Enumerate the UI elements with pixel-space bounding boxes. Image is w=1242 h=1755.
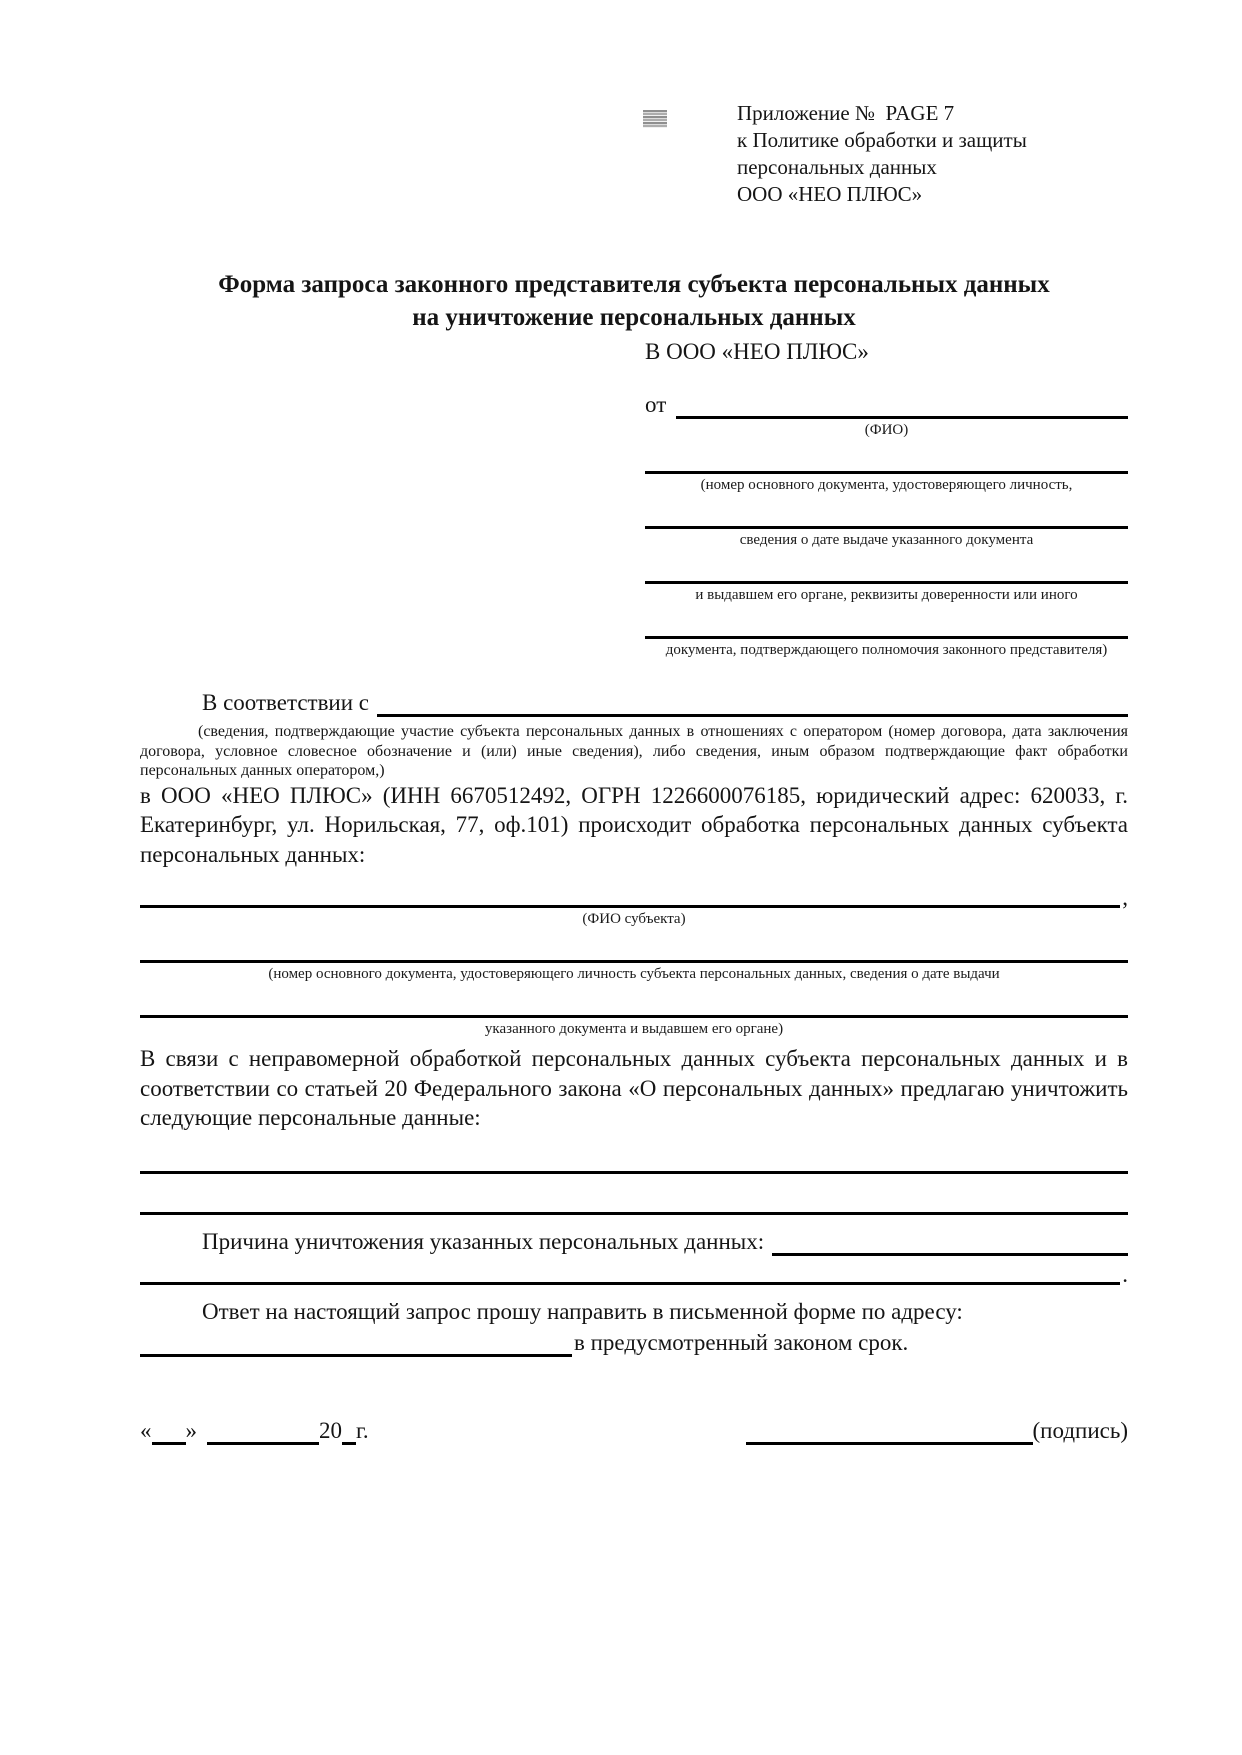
embedded-object-icon <box>643 110 667 128</box>
reason-continuation-row <box>140 1256 1128 1285</box>
document-title <box>140 268 1128 334</box>
subject-caption-doc: (номер основного документа, удостоверяющего личность субъекта персональных данных, сведения о дате выдачи <box>268 966 1000 982</box>
appendix-line: ООО «НЕО ПЛЮС» <box>737 182 923 206</box>
blank-field-line <box>140 985 1128 1018</box>
appendix-line: Приложение № PAGE 7 <box>737 101 955 125</box>
blank-field-line <box>645 606 1128 639</box>
accordance-field-row <box>140 689 1128 717</box>
appendix-line: к Политике обработки и защиты <box>737 128 1027 152</box>
subject-fio-row <box>140 879 1128 908</box>
blank-field-line <box>645 441 1128 474</box>
year-prefix: 20 <box>319 1417 342 1443</box>
year-blank-line <box>342 1420 356 1445</box>
appendix-line: персональных данных <box>737 155 937 179</box>
blank-field-line <box>645 551 1128 584</box>
response-tail-text: в предусмотренный законом срок. <box>574 1329 909 1355</box>
reason-field-row <box>140 1227 1128 1256</box>
field-caption-powers: документа, подтверждающего полномочия законного представителя) <box>665 642 1108 658</box>
blank-data-line <box>140 1174 1128 1215</box>
signature-caption: (подпись) <box>1032 1417 1128 1443</box>
line-suffix-comma: , <box>1122 885 1128 910</box>
response-paragraph: Ответ на настоящий запрос прошу направить в письменной форме по адресу: <box>202 1298 963 1324</box>
blank-field-line <box>140 930 1128 963</box>
address-blank-line <box>140 1330 572 1357</box>
subject-caption-authority: указанного документа и выдавшем его органе) <box>484 1021 784 1037</box>
quote-open: « <box>140 1417 152 1443</box>
date-signature-row <box>140 1417 1128 1445</box>
year-suffix: г. <box>356 1417 369 1443</box>
field-caption-fio: (ФИО) <box>864 422 909 438</box>
field-caption-doc-number: (номер основного документа, удостоверяющего личность, <box>700 477 1073 493</box>
field-caption-authority: и выдавшем его органе, реквизиты доверенности или иного <box>695 587 1078 603</box>
demand-paragraph: В связи с неправомерной обработкой персональных данных субъекта персональных данных и в соответствии со статьей 20 Федерального закона «О персональных данных» предлагаю уничтожить следующие персональные данные: <box>140 1046 1128 1130</box>
blank-field-line <box>645 496 1128 529</box>
signature-group <box>746 1417 1128 1445</box>
blank-field-line <box>140 879 1120 908</box>
addressee-to: В ООО «НЕО ПЛЮС» <box>645 339 869 364</box>
subject-caption-fio: (ФИО субъекта) <box>582 911 686 927</box>
addressee-block <box>645 337 1128 661</box>
accordance-label: В соответствии с <box>202 690 370 715</box>
from-label: от <box>645 392 667 417</box>
field-caption-issue-date: сведения о дате выдаче указанного документа <box>739 532 1034 548</box>
blank-data-line <box>140 1133 1128 1174</box>
month-blank-line <box>207 1420 319 1445</box>
fine-print-note: (сведения, подтверждающие участие субъекта персональных данных в отношениях с оператором (номер договора, дата заключения договора, условное словесное обозначение и (или) иные сведения), либо сведения, иным образом подтверждающие факт обработки персональных данных оператором,) <box>140 723 1128 779</box>
operator-paragraph: в ООО «НЕО ПЛЮС» (ИНН 6670512492, ОГРН 1226600076185, юридический адрес: 620033, г. Екатеринбург, ул. Норильская, 77, оф.101) происходит обработка персональных данных субъекта персональных данных: <box>140 782 1128 867</box>
blank-field-line <box>140 1256 1120 1285</box>
accordance-blank-line <box>377 714 1128 717</box>
response-address-row <box>140 1328 1128 1357</box>
page-header <box>140 100 1128 212</box>
day-blank-line <box>152 1420 186 1445</box>
signature-blank-line <box>746 1420 1033 1445</box>
document-title-line1: Форма запроса законного представителя субъекта персональных данных <box>218 271 1050 298</box>
quote-close: » <box>185 1417 197 1443</box>
line-suffix-period: . <box>1122 1261 1128 1287</box>
from-field-row <box>645 391 1128 419</box>
document-title-line2: на уничтожение персональных данных <box>412 304 856 331</box>
appendix-block <box>737 100 1027 208</box>
reason-label: Причина уничтожения указанных персональных данных: <box>202 1228 765 1254</box>
date-group <box>140 1417 369 1445</box>
